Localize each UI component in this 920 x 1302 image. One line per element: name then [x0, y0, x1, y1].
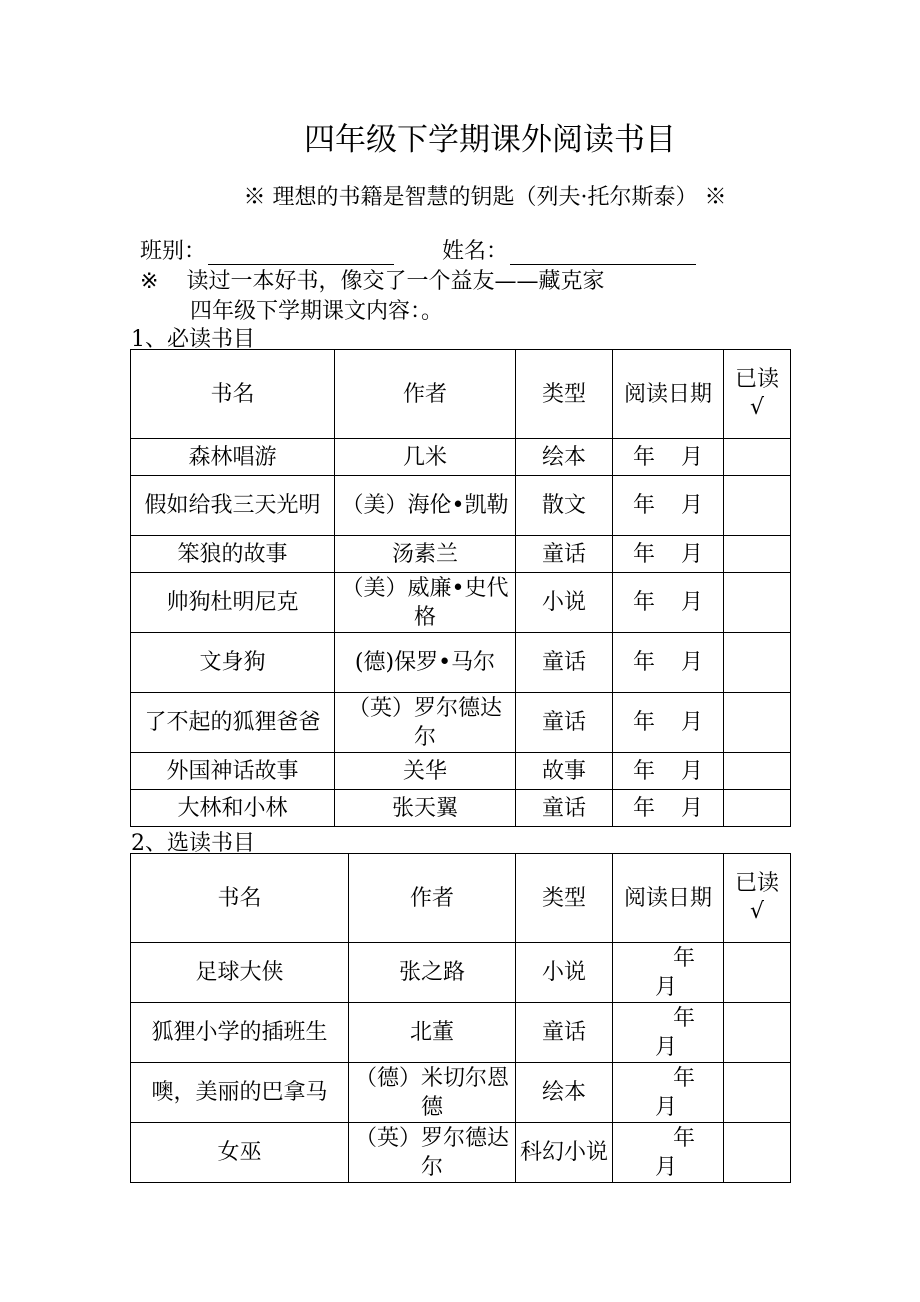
date-text — [617, 542, 703, 567]
book-type: 科幻小说 — [516, 1123, 613, 1183]
book-author: 张之路 — [349, 943, 516, 1003]
year-label: 年 — [672, 945, 695, 971]
month-label: 月 — [681, 541, 704, 567]
read-date[interactable] — [613, 1003, 724, 1063]
book-author: （英）罗尔德达尔 — [335, 693, 516, 753]
header-date: 阅读日期 — [613, 854, 724, 943]
month-label: 月 — [655, 974, 678, 1000]
date-text — [617, 493, 703, 518]
motto: ※ 理想的书籍是智慧的钥匙（列夫·托尔斯泰） ※ — [243, 185, 727, 210]
book-title: 帅狗杜明尼克 — [131, 573, 335, 633]
read-date[interactable] — [613, 633, 724, 693]
read-check-cell[interactable] — [724, 573, 791, 633]
table-header-row — [131, 854, 791, 943]
table-row — [131, 439, 791, 476]
read-date[interactable] — [613, 753, 724, 790]
header-type: 类型 — [516, 350, 613, 439]
month-label: 月 — [681, 590, 704, 615]
book-title: 文身狗 — [131, 633, 335, 693]
month-label: 月 — [655, 1154, 678, 1180]
book-type: 童话 — [516, 790, 613, 827]
year-label: 年 — [633, 795, 656, 821]
date-text — [617, 796, 703, 821]
read-check-cell[interactable] — [724, 536, 791, 573]
book-title: 大林和小林 — [131, 790, 335, 827]
book-type: 故事 — [516, 753, 613, 790]
name-label: 姓名： — [442, 239, 509, 264]
book-author: （德）米切尔恩德 — [349, 1063, 516, 1123]
table-row — [131, 753, 791, 790]
header-title: 书名 — [131, 854, 349, 943]
header-date: 阅读日期 — [613, 350, 724, 439]
read-check-cell[interactable] — [724, 439, 791, 476]
read-date[interactable] — [613, 1063, 724, 1123]
book-type: 小说 — [516, 943, 613, 1003]
month-label: 月 — [681, 710, 704, 735]
book-type: 童话 — [516, 1003, 613, 1063]
date-text — [617, 1124, 707, 1182]
header-read: 已读√ — [724, 854, 791, 943]
date-text — [617, 445, 703, 470]
read-check-cell[interactable] — [724, 1003, 791, 1063]
month-label: 月 — [681, 650, 704, 675]
month-label: 月 — [681, 493, 704, 518]
book-title: 女巫 — [131, 1123, 349, 1183]
book-author: （英）罗尔德达尔 — [349, 1123, 516, 1183]
book-title: 狐狸小学的插班生 — [131, 1003, 349, 1063]
month-label: 月 — [655, 1094, 678, 1120]
month-label: 月 — [681, 795, 704, 821]
class-field[interactable] — [208, 242, 394, 265]
read-date[interactable] — [613, 476, 724, 536]
book-type: 童话 — [516, 633, 613, 693]
date-text — [617, 1064, 707, 1122]
year-label: 年 — [633, 710, 656, 735]
name-field[interactable] — [510, 242, 696, 265]
book-type: 绘本 — [516, 439, 613, 476]
year-label: 年 — [633, 590, 656, 615]
book-author: 张天翼 — [335, 790, 516, 827]
month-label: 月 — [655, 1034, 678, 1060]
year-label: 年 — [672, 1125, 695, 1151]
book-title: 假如给我三天光明 — [131, 476, 335, 536]
read-date[interactable] — [613, 536, 724, 573]
book-type: 散文 — [516, 476, 613, 536]
book-type: 小说 — [516, 573, 613, 633]
read-check-cell[interactable] — [724, 476, 791, 536]
date-text — [617, 759, 703, 784]
book-type: 童话 — [516, 536, 613, 573]
quote-mark: ※ — [140, 269, 159, 294]
optional-books-table — [130, 853, 791, 1183]
table-row — [131, 633, 791, 693]
read-check-cell[interactable] — [724, 943, 791, 1003]
date-text — [617, 1004, 707, 1062]
header-type: 类型 — [516, 854, 613, 943]
book-author: （美）威廉•史代格 — [335, 573, 516, 633]
year-label: 年 — [633, 650, 656, 675]
book-author: 关华 — [335, 753, 516, 790]
book-author: 汤素兰 — [335, 536, 516, 573]
book-type: 绘本 — [516, 1063, 613, 1123]
read-date[interactable] — [613, 573, 724, 633]
table-row — [131, 573, 791, 633]
table-row — [131, 1003, 791, 1063]
read-check-cell[interactable] — [724, 633, 791, 693]
year-label: 年 — [633, 493, 656, 518]
year-label: 年 — [672, 1065, 695, 1091]
header-author: 作者 — [349, 854, 516, 943]
book-title: 足球大侠 — [131, 943, 349, 1003]
read-check-cell[interactable] — [724, 790, 791, 827]
subtitle: 四年级下学期课文内容：。 — [190, 299, 444, 324]
month-label: 月 — [681, 758, 704, 784]
year-label: 年 — [633, 758, 656, 784]
book-author: 北董 — [349, 1003, 516, 1063]
read-check-cell[interactable] — [724, 1123, 791, 1183]
header-title: 书名 — [131, 350, 335, 439]
year-label: 年 — [633, 541, 656, 567]
read-date[interactable] — [613, 943, 724, 1003]
table-header-row — [131, 350, 791, 439]
read-check-cell[interactable] — [724, 753, 791, 790]
year-label: 年 — [672, 1005, 695, 1031]
read-date[interactable] — [613, 439, 724, 476]
date-text — [617, 710, 703, 735]
required-books-table — [130, 349, 791, 827]
table-row — [131, 1063, 791, 1123]
book-author: (德)保罗•马尔 — [335, 633, 516, 693]
class-label: 班别： — [140, 239, 207, 264]
read-check-cell[interactable] — [724, 693, 791, 753]
book-type: 童话 — [516, 693, 613, 753]
table-row — [131, 790, 791, 827]
year-label: 年 — [633, 444, 656, 470]
table-row — [131, 536, 791, 573]
date-text — [617, 650, 703, 675]
month-label: 月 — [681, 444, 704, 470]
header-read: 已读√ — [724, 350, 791, 439]
quote-text: 读过一本好书，像交了一个益友——藏克家 — [186, 269, 605, 294]
book-author: 几米 — [335, 439, 516, 476]
read-date[interactable] — [613, 1123, 724, 1183]
read-check-cell[interactable] — [724, 1063, 791, 1123]
table-row — [131, 943, 791, 1003]
book-title: 了不起的狐狸爸爸 — [131, 693, 335, 753]
quote-line — [140, 264, 604, 295]
page-title: 四年级下学期课外阅读书目 — [304, 122, 676, 158]
optional-heading: 2、选读书目 — [131, 831, 255, 856]
read-date[interactable] — [613, 790, 724, 827]
required-heading: 1、必读书目 — [131, 327, 255, 352]
book-title: 笨狼的故事 — [131, 536, 335, 573]
book-author: （美）海伦•凯勒 — [335, 476, 516, 536]
header-author: 作者 — [335, 350, 516, 439]
info-line — [140, 234, 696, 265]
read-date[interactable] — [613, 693, 724, 753]
book-title: 噢，美丽的巴拿马 — [131, 1063, 349, 1123]
table-row — [131, 1123, 791, 1183]
table-row — [131, 476, 791, 536]
date-text — [617, 590, 703, 615]
book-title: 外国神话故事 — [131, 753, 335, 790]
table-row — [131, 693, 791, 753]
date-text — [617, 944, 707, 1002]
book-title: 森林唱游 — [131, 439, 335, 476]
